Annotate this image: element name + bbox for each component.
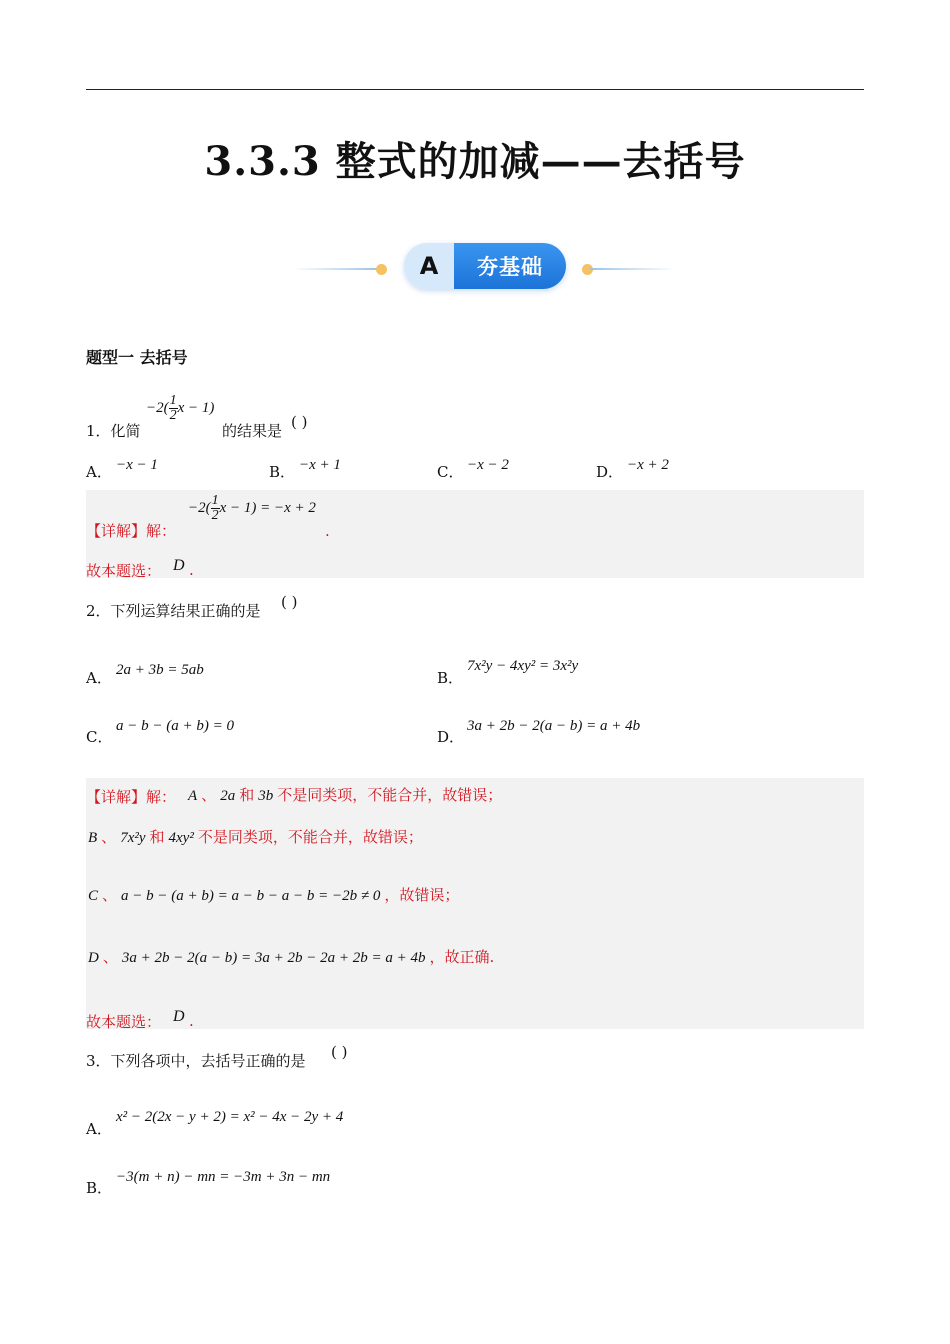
q3-option-a: x² − 2(2x − y + 2) = x² − 4x − 2y + 4 xyxy=(116,1109,344,1125)
q2-line-b-m2: 4xy² xyxy=(168,830,194,846)
q1-number: 1．化简 xyxy=(86,422,141,440)
q1-expr-suffix: x − 1) xyxy=(177,400,215,416)
q3-answer-paren: ( ) xyxy=(331,1043,348,1061)
q1-detail-text: 解： xyxy=(146,522,177,540)
banner-label: 夯基础 xyxy=(454,243,566,289)
q1-frac-num: 1 xyxy=(169,393,177,408)
q2-detail-text: 解： xyxy=(146,788,177,806)
q1-answer: D xyxy=(173,557,185,574)
banner-dot-left xyxy=(376,264,387,275)
q2-line-a-opt: A xyxy=(188,788,198,804)
q2-line-b-sep: 、 xyxy=(101,828,117,846)
q1-frac-den: 2 xyxy=(169,408,177,423)
q2-option-a: 2a + 3b = 5ab xyxy=(116,662,204,678)
q2-detail-label: 【详解】 xyxy=(86,788,147,806)
q1-fraction xyxy=(169,394,178,423)
q2-option-d-label: D． xyxy=(437,728,465,746)
q1-option-a-label: A． xyxy=(86,463,112,481)
q2-option-b-label: B． xyxy=(437,669,464,687)
q2-answer-paren: ( ) xyxy=(281,593,298,611)
q1-detail-label: 【详解】 xyxy=(86,522,147,540)
q2-line-b-opt: B xyxy=(88,830,98,846)
section-heading: 题型一 去括号 xyxy=(86,348,188,367)
banner-letter: A xyxy=(404,243,454,289)
q2-line-c-opt: C xyxy=(88,888,99,904)
q1-detail-end: . xyxy=(325,522,330,540)
q2-option-d: 3a + 2b − 2(a − b) = a + 4b xyxy=(467,718,641,734)
section-banner xyxy=(404,243,566,289)
q1-answer-end: . xyxy=(189,561,194,579)
q1-option-d: −x + 2 xyxy=(627,457,669,473)
page-title: 3.3.3 整式的加减——去括号 xyxy=(204,138,746,185)
q2-option-c-label: C． xyxy=(86,728,113,746)
q1-detail-prefix: −2( xyxy=(188,500,211,516)
q2-detail-line-a xyxy=(188,784,502,805)
q2-line-d-expr: 3a + 2b − 2(a − b) = 3a + 2b − 2a + 2b = a + 4b xyxy=(121,950,426,966)
q2-option-b: 7x²y − 4xy² = 3x²y xyxy=(467,658,579,674)
q2-line-b-and: 和 xyxy=(149,828,165,846)
q1-answer-paren: ( ) xyxy=(291,413,308,431)
q2-line-b-text: 不是同类项，不能合并，故错误； xyxy=(197,828,423,846)
q2-line-c-expr: a − b − (a + b) = a − b − a − b = −2b ≠ 0 xyxy=(121,888,381,904)
q1-detail-fraction xyxy=(211,494,220,523)
q1-detail-frac-num: 1 xyxy=(211,493,219,508)
q2-line-d-opt: D xyxy=(88,950,99,966)
q2-line-a-and: 和 xyxy=(239,786,255,804)
top-rule xyxy=(86,89,864,90)
q1-option-b-label: B． xyxy=(269,463,296,481)
q2-line-d-text: ，故正确. xyxy=(429,948,495,966)
q1-expression xyxy=(146,394,214,423)
q2-line-a-sep: 、 xyxy=(201,786,217,804)
q2-option-c: a − b − (a + b) = 0 xyxy=(116,718,234,734)
q1-option-c-label: C． xyxy=(437,463,464,481)
q2-line-a-m1: 2a xyxy=(220,788,236,804)
q2-detail-line-d xyxy=(88,946,494,967)
q1-option-b: −x + 1 xyxy=(299,457,341,473)
q1-detail xyxy=(86,520,176,541)
q3-option-b: −3(m + n) − mn = −3m + 3n − mn xyxy=(116,1169,331,1185)
q2-answer: D xyxy=(173,1008,185,1025)
q2-stem: 2．下列运算结果正确的是 xyxy=(86,602,261,620)
banner-line-right xyxy=(590,268,676,270)
q3-stem: 3．下列各项中，去括号正确的是 xyxy=(86,1052,306,1070)
q2-conclusion: 故本题选： xyxy=(86,1013,162,1031)
q3-option-b-label: B． xyxy=(86,1179,113,1197)
q2-line-d-sep: 、 xyxy=(102,948,118,966)
q2-answer-end: . xyxy=(189,1012,194,1030)
q2-option-a-label: A． xyxy=(86,669,112,687)
q2-line-a-text: 不是同类项，不能合并，故错误； xyxy=(277,786,503,804)
q1-expr-prefix: −2( xyxy=(146,400,169,416)
q1-tail: 的结果是 xyxy=(222,422,283,440)
q1-detail-suffix: x − 1) = −x + 2 xyxy=(219,500,316,516)
q1-option-c: −x − 2 xyxy=(467,457,509,473)
q2-line-a-m2: 3b xyxy=(258,788,274,804)
q2-detail-line-c xyxy=(88,884,459,905)
q1-option-a: −x − 1 xyxy=(116,457,158,473)
q2-line-c-sep: 、 xyxy=(102,886,118,904)
q2-line-b-m1: 7x²y xyxy=(120,830,146,846)
q2-line-c-text: ，故错误； xyxy=(384,886,460,904)
q1-detail-expression xyxy=(188,494,316,523)
q1-option-d-label: D． xyxy=(596,463,624,481)
q2-detail-line-b xyxy=(88,826,423,847)
q3-option-a-label: A． xyxy=(86,1120,112,1138)
banner-line-left xyxy=(292,268,378,270)
q1-conclusion: 故本题选： xyxy=(86,562,162,580)
q2-detail xyxy=(86,786,176,807)
q1-detail-frac-den: 2 xyxy=(211,508,219,523)
